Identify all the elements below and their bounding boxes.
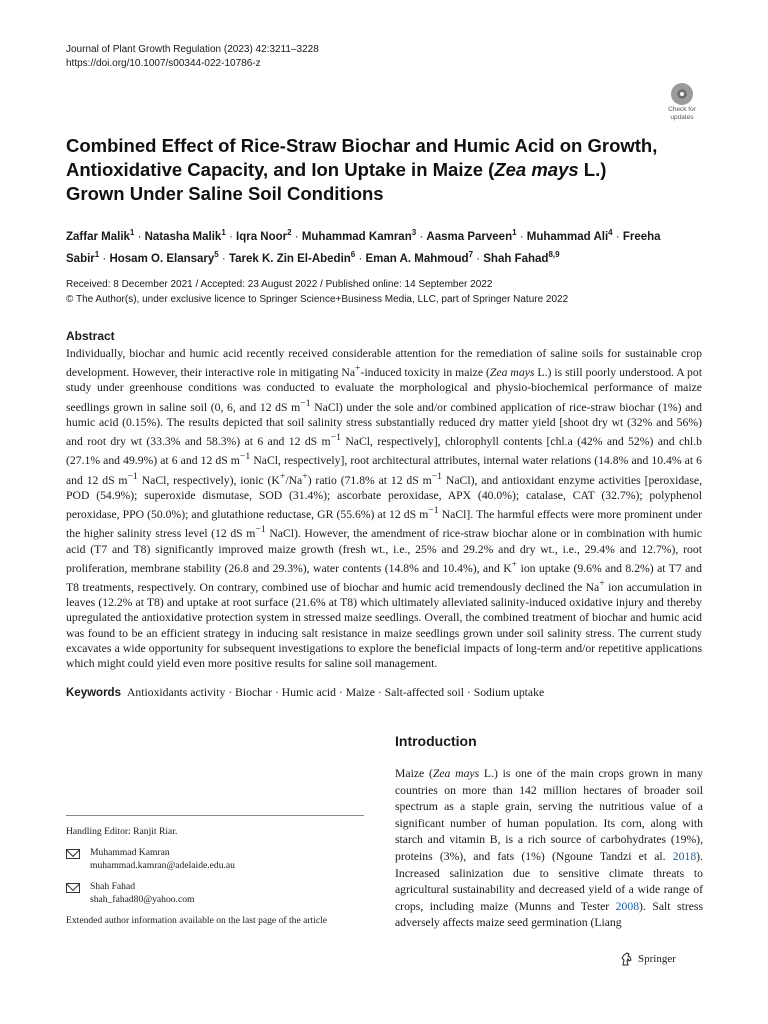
- author-separator: ·: [612, 230, 623, 243]
- author-name: Shah Fahad: [90, 881, 136, 892]
- publication-dates: [66, 278, 696, 307]
- author-affiliation: 6: [350, 249, 356, 259]
- introduction-body: Maize (Zea mays L.) is one of the main crops grown in many countries on more than 142 million hectares of broader soil spectrum as a staple grain, serving the nutritious value of a significant number of human population. Its corn, along with starch and vitamin B, is a rich source of carbohydrates (19%), proteins (3%), and fats (1%) (Ngoune Tandzi et al. 2018). Increased salinization due to sensitive climate threats to agricultural sustainability and decreased yield of a wide range of crops, including maize (Munns and Tester 2008). Salt stress adversely affects maize seed germination (Liang: [395, 767, 704, 930]
- author-name[interactable]: Hosam O. Elansary$^5$: [109, 249, 219, 265]
- author-affiliation: 1: [94, 249, 100, 259]
- author-separator: ·: [291, 230, 302, 243]
- journal-header: [66, 43, 319, 70]
- author-separator: ·: [134, 230, 145, 243]
- keywords-label: Keywords: [66, 687, 121, 699]
- dates-line: Received: 8 December 2021 / Accepted: 23 August 2022 / Published online: 14 September 2022: [66, 279, 493, 290]
- author-affiliation: 7: [468, 249, 474, 259]
- author-affiliation: 1: [221, 228, 226, 237]
- footnote-divider: [66, 815, 364, 816]
- abstract-body: Individually, biochar and humic acid recently received considerable attention for the remediation of saline soils for sustainable crop development. However, their interactive role in mitigating Na+-induced toxicity in maize (Zea mays L.) is still poorly understood. A pot study under greenhouse conditions was conducted to evaluate the morphological and physio-biochemical performance of maize seedlings grown in saline soil (0, 6, and 12 dS $m^{-1}$ NaCl) under the sole and/or combined application of rice-straw biochar (1%) and humic acid (0.15%). The results depicted that soil salinity stress substantially reduced dry matter yield [shoot dry wt (32% and 56%) and root dry wt (33.3% and 58.3%) at 6 and 12 dS $m^{-1}$ NaCl, respectively], chlorophyll contents [chl.a (42% and 52%) and chl.b (27.1% and 49.9%) at 6 and 12 dS $m^{-1}$ NaCl, respectively], root architectural attributes, internal water relations (14.8% and 10.4% at 6 and 12 dS $m^{-1}$ NaCl, respectively), ionic (K+/Na+) ratio (71.8% at 12 dS $m^{-1}$ NaCl), and antioxidant enzyme activities [peroxidase, POD (54.9%); superoxide dismutase, SOD (31.4%); ascorbate peroxidase, APX (40.0%); catalase, CAT (32.7%); polyphenol peroxidase, PPO (50.0%); and glutathione reductase, GR (55.6%) at 12 dS $m^{-1}$ NaCl]. The harmful effects were more prominent under the higher salinity stress level (12 dS $m^{-1}$ NaCl). However, the amendment of rice-straw biochar alone or in combination with humic acid (T7 and T8) significantly improved maize growth (fresh wt., i.e., 25% and 29.2% and dry wt., i.e., 29.4% and 12.7%), root proliferation, membrane stability (26.8 and 29.3%), water contents (14.8% and 10.4%), and K+ ion uptake (9.6% and 8.2%) at T7 and T8 treatments, respectively. On contrary, combined use of biochar and humic acid tremendously declined the Na+ ion accumulation in leaves (12.2% at T8) and uptake at root surface (21.6% at T8) which ultimately alleviated salinity-induced oxidative injury and thereby upregulated the antioxidative protection system in stressed maize seedlings. Overall, the combined treatment of biochar and humic acid was found to be an efficient strategy in inducing salt resistance in maize seedlings grown under soil salinity stress. The current study excavates a wide opportunity for subsequent investigations to explore the beneficial impacts of long-term and/or repetitive applications which might could yield even more positive results for saline soil management.: [66, 347, 703, 671]
- author-affiliation: 4: [608, 228, 613, 237]
- envelope-icon: [66, 883, 80, 893]
- copyright-line: © The Author(s), under exclusive licence to Springer Science+Business Media, LLC, part of Springer Nature 2022: [66, 293, 569, 305]
- corresponding-author-2: [66, 880, 366, 906]
- keywords: [66, 686, 544, 699]
- introduction-heading: Introduction: [395, 733, 477, 749]
- check-updates-icon: [671, 83, 693, 105]
- author-name[interactable]: Muhammad Kamran$^3$: [301, 228, 417, 243]
- author-separator: ·: [416, 230, 427, 243]
- badge-text-2: updates: [670, 114, 694, 121]
- author-affiliation: 1: [512, 228, 517, 237]
- badge-text-1: Check for: [668, 106, 696, 113]
- author-email-link[interactable]: shah_fahad80@yahoo.com: [90, 894, 195, 905]
- footnotes: [66, 825, 366, 927]
- article-title: Combined Effect of Rice-Straw Biochar and Humic Acid on Growth, Antioxidative Capacity, and Ion Uptake in Maize (Zea mays L.) Grown Under Saline Soil Conditions: [66, 135, 658, 204]
- extended-info: Extended author information available on the last page of the article: [66, 915, 328, 926]
- author-separator: ·: [516, 230, 527, 243]
- publisher-logo: [620, 952, 676, 966]
- citation-link[interactable]: 2018: [672, 849, 697, 863]
- author-affiliation: 2: [287, 228, 292, 237]
- author-affiliation: 1: [129, 228, 135, 237]
- author-name[interactable]: Shah Fahad$^{8,9}$: [483, 249, 560, 265]
- author-separator: ·: [355, 252, 366, 265]
- journal-citation: Journal of Plant Growth Regulation (2023) 42:3211–3228: [66, 44, 319, 55]
- author-name[interactable]: Freeha Sabir$^1$: [66, 230, 661, 265]
- envelope-icon: [66, 849, 80, 859]
- keywords-list: Antioxidants activity · Biochar · Humic acid · Maize · Salt-affected soil · Sodium uptake: [126, 686, 545, 699]
- author-name[interactable]: Zaffar Malik$^1$: [66, 228, 135, 243]
- handling-editor: Handling Editor: Ranjit Riar.: [66, 826, 178, 837]
- author-affiliation: 5: [214, 249, 219, 259]
- publisher-name: Springer: [638, 953, 676, 965]
- author-name: Muhammad Kamran: [90, 847, 170, 858]
- abstract-heading: Abstract: [66, 329, 115, 343]
- author-name[interactable]: Eman A. Mahmoud$^7$: [365, 249, 474, 265]
- check-for-updates-badge[interactable]: [662, 83, 702, 123]
- springer-horse-icon: [620, 952, 633, 966]
- doi-link[interactable]: https://doi.org/10.1007/s00344-022-10786-z: [66, 57, 261, 69]
- corresponding-author-1: [66, 846, 366, 872]
- author-name[interactable]: Tarek K. Zin El-Abedin$^6$: [228, 249, 356, 265]
- author-name[interactable]: Muhammad Ali$^4$: [526, 228, 613, 243]
- citation-link[interactable]: 2008: [615, 899, 640, 913]
- author-name[interactable]: Aasma Parveen$^1$: [426, 228, 517, 243]
- author-separator: ·: [225, 230, 236, 243]
- author-list: [66, 224, 686, 268]
- author-separator: ·: [473, 252, 484, 265]
- author-affiliation: 3: [411, 228, 417, 237]
- author-separator: ·: [99, 252, 110, 265]
- author-name[interactable]: Natasha Malik$^1$: [144, 228, 226, 243]
- author-affiliation: 8,9: [548, 249, 560, 259]
- author-separator: ·: [218, 252, 229, 265]
- author-email-link[interactable]: muhammad.kamran@adelaide.edu.au: [90, 860, 235, 871]
- author-name[interactable]: Iqra Noor$^2$: [236, 228, 292, 243]
